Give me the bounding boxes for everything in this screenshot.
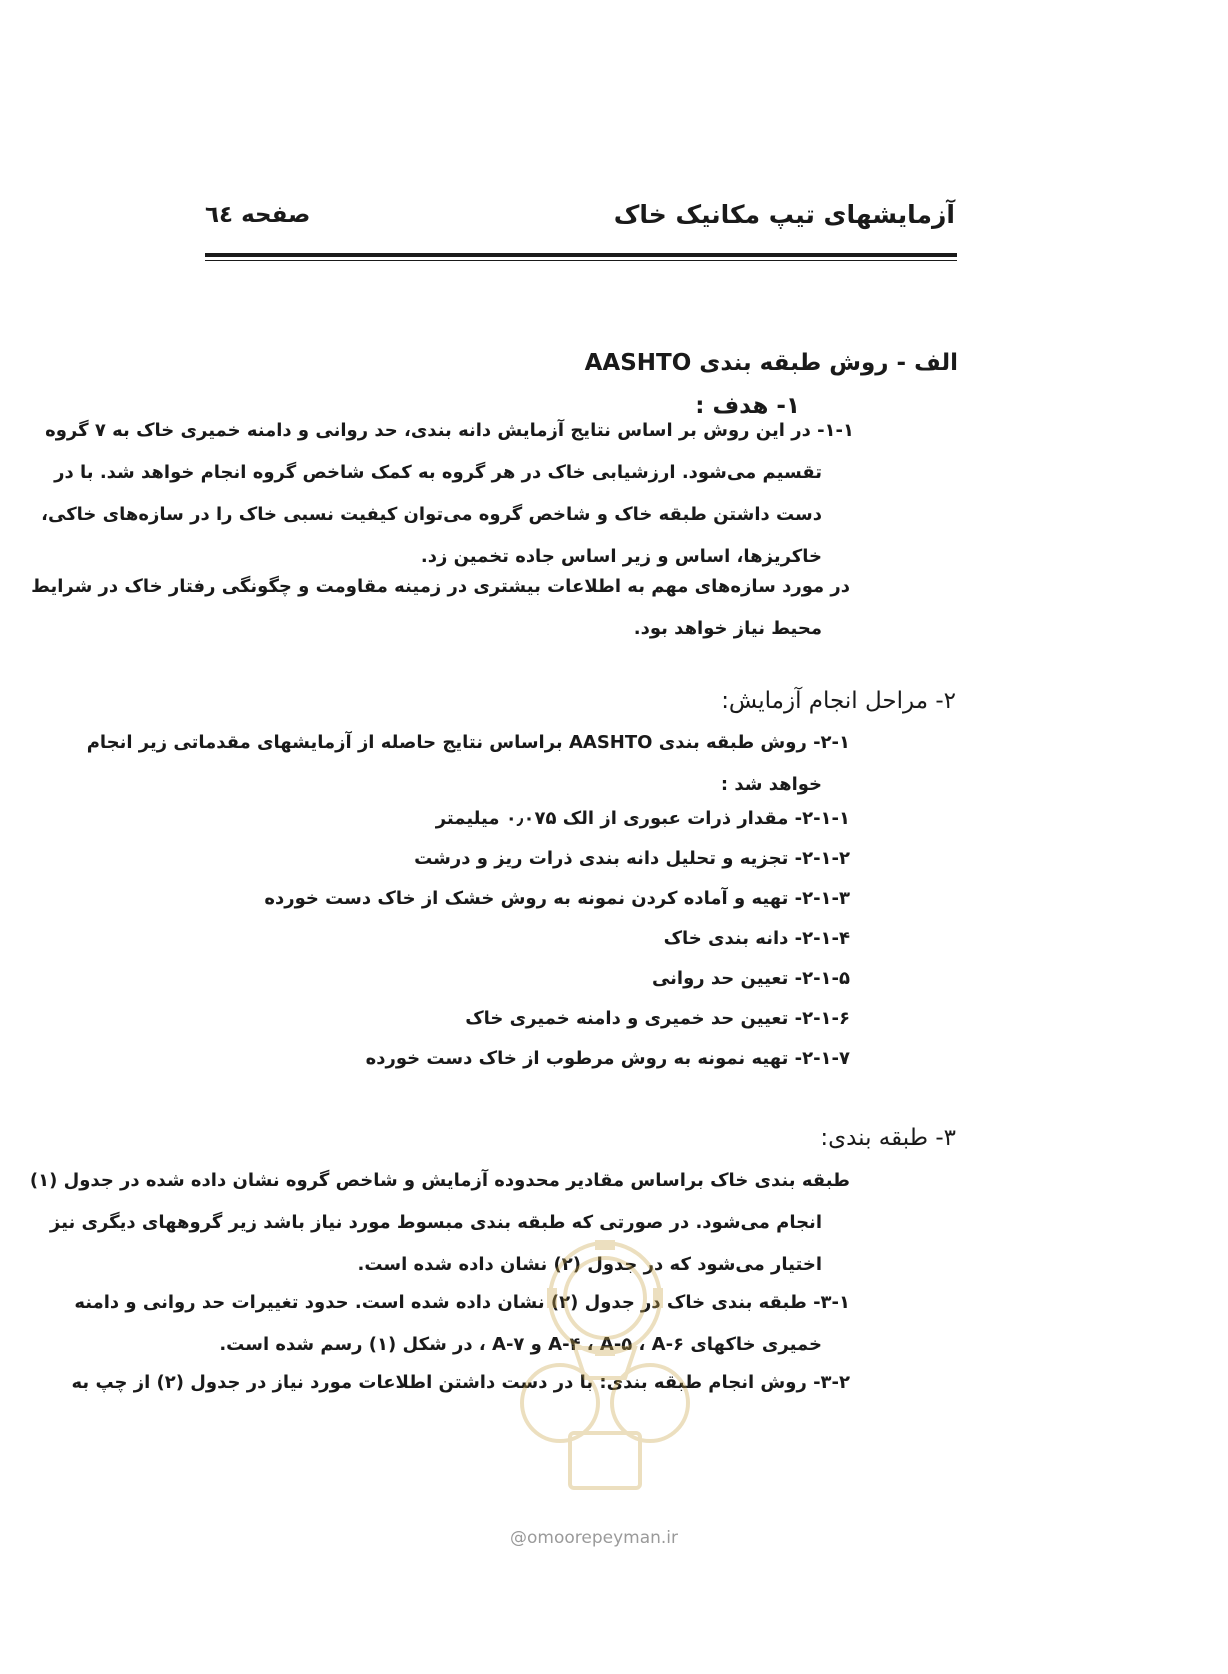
s1-p2-line: محیط نیاز خواهد بود. (633, 618, 822, 639)
s2-p1-line: خواهد شد : (720, 774, 822, 795)
s2-paragraph-1 (86, 722, 850, 806)
s2-item-1: ۲-۱-۱- مقدار ذرات عبوری از الک ۰٫۰۷۵ میلیمتر (435, 808, 850, 829)
running-header (205, 200, 955, 240)
s2-item-2: ۲-۱-۲- تجزیه و تحلیل دانه بندی ذرات ریز و درشت (414, 848, 850, 869)
s3-paragraph-3 (71, 1362, 850, 1404)
s1-p1-line: دست داشتن طبقه خاک و شاخص گروه می‌توان کیفیت نسبی خاک را در سازه‌های خاکی، (41, 504, 822, 525)
s1-paragraph-1 (41, 410, 854, 578)
s3-p2-line: خمیری خاکهای A-۴ ، A-۵ ، A-۶ و A-۷ ، در شکل (۱) رسم شده است. (219, 1334, 822, 1355)
book-title: آزمایشهای تیپ مکانیک خاک (613, 200, 955, 229)
s2-item-4: ۲-۱-۴- دانه بندی خاک (663, 928, 850, 949)
s2-item-5: ۲-۱-۵- تعیین حد روانی (651, 968, 850, 989)
s3-p1-line: انجام می‌شود. در صورتی که طبقه بندی مبسوط مورد نیاز باشد زیر گروههای دیگری نیز (49, 1212, 822, 1233)
s3-paragraph-2 (74, 1282, 850, 1366)
s1-p2-line: در مورد سازه‌های مهم به اطلاعات بیشتری در زمینه مقاومت و چگونگی رفتار خاک در شرایط (31, 576, 850, 597)
s2-item-7: ۲-۱-۷- تهیه نمونه به روش مرطوب از خاک دست خورده (365, 1048, 850, 1069)
s2-heading: ۲- مراحل انجام آزمایش: (721, 688, 956, 714)
s3-p1-line: اختیار می‌شود که در جدول (۲) نشان داده شده است. (357, 1254, 822, 1275)
s3-p3-line: ۳-۲- روش انجام طبقه بندی: با در دست داشتن اطلاعات مورد نیاز در جدول (۲) از چپ به (71, 1372, 850, 1393)
s2-p1-line: ۲-۱- روش طبقه بندی AASHTO براساس نتایج حاصله از آزمایشهای مقدماتی زیر انجام (86, 732, 850, 753)
s3-heading: ۳- طبقه بندی: (820, 1125, 956, 1151)
header-rule-thin (205, 260, 957, 261)
s3-p1-line: طبقه بندی خاک براساس مقادیر محدوده آزمایش و شاخص گروه نشان داده شده در جدول (۱) (29, 1170, 850, 1191)
s1-p1-line: تقسیم می‌شود. ارزشیابی خاک در هر گروه به کمک شاخص گروه انجام خواهد شد. با در (54, 462, 822, 483)
watermark-url: @omoorepeyman.ir (510, 1528, 679, 1548)
s1-heading: ۱- هدف : (695, 393, 800, 419)
header-rule-thick (205, 253, 957, 257)
s1-p1-line: ۱-۱- در این روش بر اساس نتایج آزمایش دانه بندی، حد روانی و دامنه خمیری خاک به ۷ گروه (45, 420, 854, 441)
s1-paragraph-2 (31, 566, 850, 650)
s2-item-3: ۲-۱-۳- تهیه و آماده کردن نمونه به روش خشک از خاک دست خورده (264, 888, 850, 909)
s2-item-6: ۲-۱-۶- تعیین حد خمیری و دامنه خمیری خاک (465, 1008, 850, 1029)
s3-paragraph-1 (29, 1160, 850, 1286)
section-main-heading: الف - روش طبقه بندی AASHTO (584, 350, 958, 376)
s1-p1-line: خاکریزها، اساس و زیر اساس جاده تخمین زد. (420, 546, 822, 567)
page-number: صفحه ٦٤ (205, 202, 311, 228)
s3-p2-line: ۳-۱- طبقه بندی خاک در جدول (۲) نشان داده شده است. حدود تغییرات حد روانی و دامنه (74, 1292, 850, 1313)
